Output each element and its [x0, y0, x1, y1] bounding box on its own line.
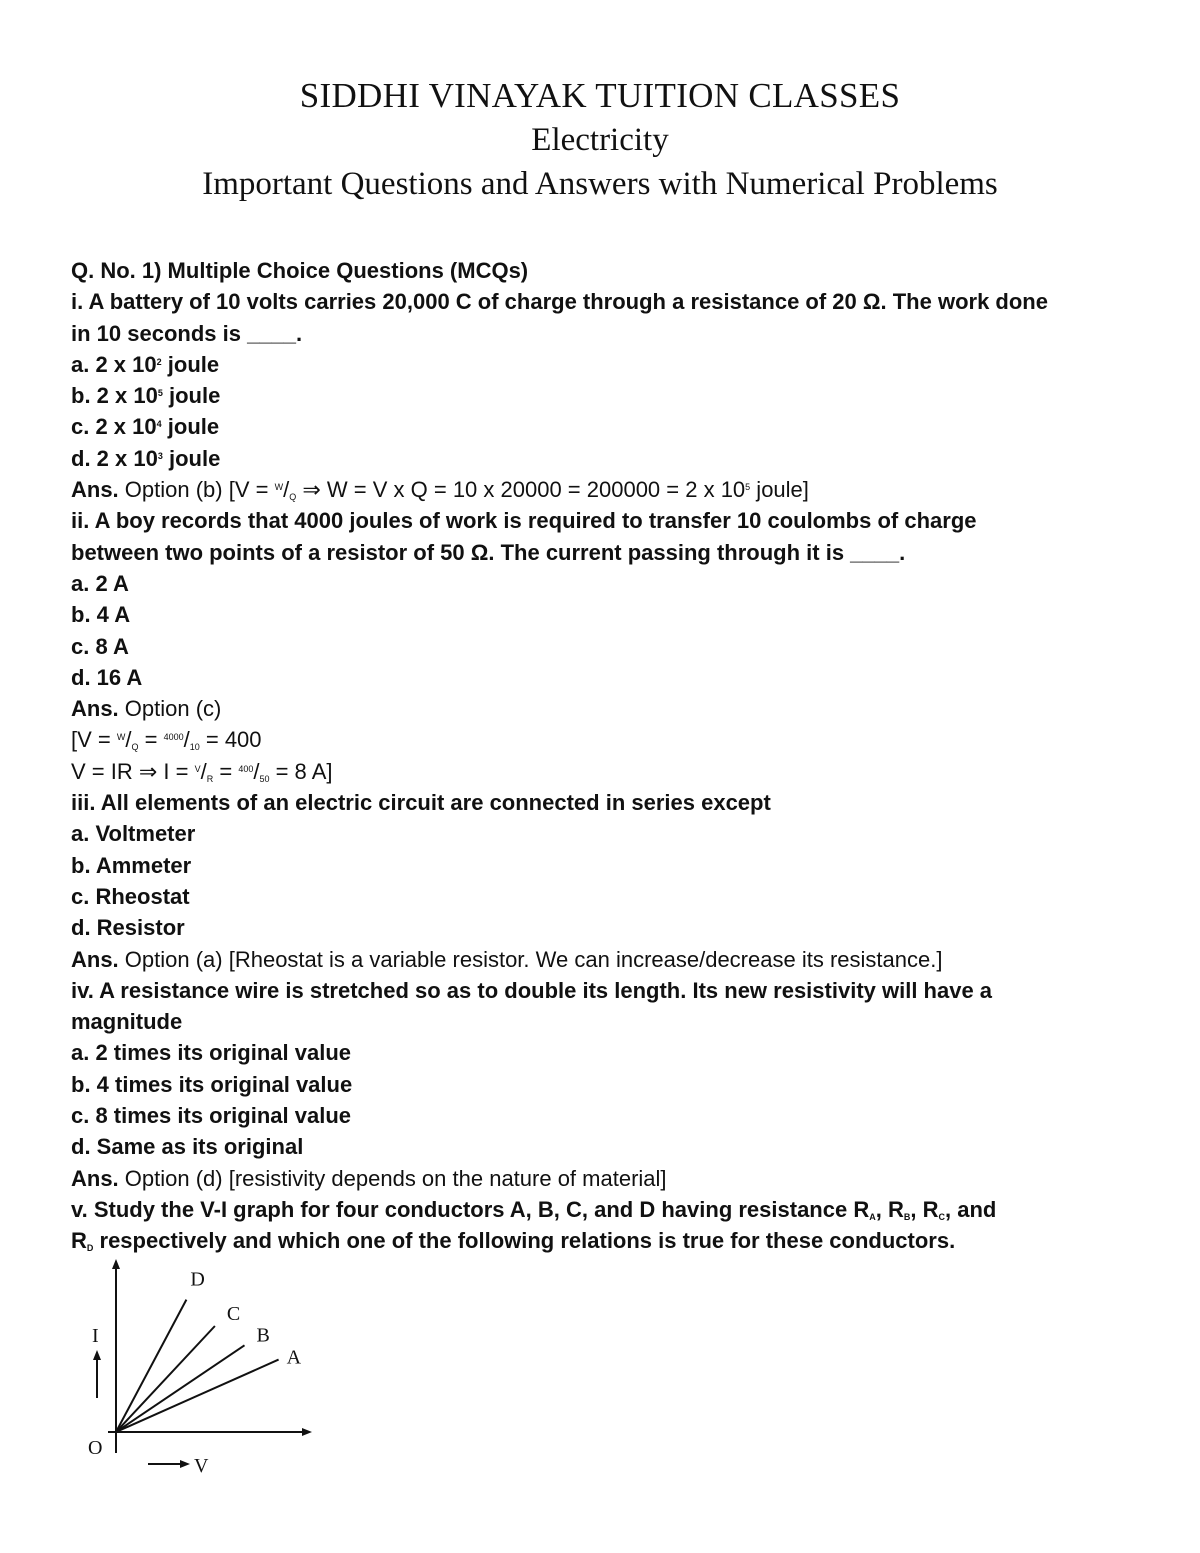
question-3-line-1: iii. All elements of an electric circuit are connected in series except: [71, 790, 771, 816]
question-3-option-b: b. Ammeter: [71, 852, 192, 878]
question-4-option-c: c. 8 times its original value: [71, 1103, 351, 1129]
question-2-working-2: V = IR ⇒ $I = ^V/_R = ^{400}/_{50} = 8$ A]: [71, 758, 333, 784]
graph-line-d: [116, 1300, 186, 1432]
question-2-option-b: b. 4 A: [71, 602, 131, 628]
question-4-option-a: a. 2 times its original value: [71, 1040, 351, 1066]
i-direction-arrow-head: [93, 1350, 101, 1360]
question-4-option-b: b. 4 times its original value: [71, 1071, 353, 1097]
institute-title: SIDDHI VINAYAK TUITION CLASSES: [299, 76, 901, 115]
v-direction-arrow-head: [180, 1460, 190, 1468]
question-1-option-d: d. 2 x $10^3$ joule: [71, 445, 221, 471]
document-subtitle: Important Questions and Answers with Numerical Problems: [202, 166, 998, 202]
question-3-option-c: c. Rheostat: [71, 883, 190, 909]
question-1-line-2: in 10 seconds is ____.: [71, 320, 303, 346]
question-2-line-2: between two points of a resistor of 50 Ω. The current passing through it is ____.: [71, 539, 906, 565]
document-header: [0, 74, 1200, 206]
question-4-line-2: magnitude: [71, 1009, 183, 1035]
question-2-answer: Ans. Option (c): [71, 696, 222, 722]
question-4-answer: Ans. Option (d) [resistivity depends on the nature of material]: [71, 1165, 667, 1191]
question-list: [71, 255, 1141, 1257]
origin-label: O: [88, 1437, 103, 1459]
section-title: Q. No. 1) Multiple Choice Questions (MCQs): [71, 258, 529, 283]
vi-graph: [80, 1258, 330, 1480]
x-axis-arrow: [302, 1428, 312, 1436]
question-2-option-c: c. 8 A: [71, 633, 129, 659]
x-axis-label: V: [194, 1455, 209, 1477]
y-axis-arrow: [112, 1259, 120, 1269]
graph-line-c: [116, 1326, 215, 1432]
question-2-line-1: ii. A boy records that 4000 joules of work is required to transfer 10 coulombs of charge: [71, 508, 977, 534]
subject-title: Electricity: [531, 122, 669, 158]
question-4-line-1: iv. A resistance wire is stretched so as to double its length. Its new resistivity will have a: [71, 977, 993, 1003]
question-1-option-c: c. 2 x $10^4$ joule: [71, 414, 220, 440]
question-2-option-d: d. 16 A: [71, 664, 143, 690]
question-3-answer: Ans. Option (a) [Rheostat is a variable resistor. We can increase/decrease its resistance.]: [71, 946, 943, 972]
question-1-answer: Ans. Option (b) [$V = ^W/_Q$ ⇒ W = V x Q = 10 x 20000 = 200000 = 2 x $10^5$ joule]: [71, 477, 809, 503]
question-3-option-a: a. Voltmeter: [71, 821, 196, 847]
graph-line-label-c: C: [226, 1303, 241, 1325]
y-axis-label: I: [92, 1325, 99, 1347]
graph-line-label-b: B: [256, 1324, 270, 1347]
question-3-option-d: d. Resistor: [71, 915, 185, 941]
question-1-line-1: i. A battery of 10 volts carries 20,000 C of charge through a resistance of 20 Ω. The work done: [71, 289, 1048, 315]
question-2-working-1: [$V = ^W/_Q = ^{4000}/_{10} = 400$: [71, 727, 262, 753]
question-1-option-a: a. 2 x $10^2$ joule: [71, 351, 220, 377]
question-4-option-d: d. Same as its original: [71, 1134, 304, 1160]
graph-line-label-d: D: [190, 1268, 205, 1291]
question-1-option-b: b. 2 x $10^5$ joule: [71, 383, 221, 409]
graph-line-a: [116, 1360, 279, 1432]
question-5-line-2: $R_D$ respectively and which one of the following relations is true for these conductors.: [71, 1228, 956, 1254]
graph-line-b: [116, 1345, 245, 1432]
question-5-line-1: v. Study the V-I graph for four conductors A, B, C, and D having resistance $R_A$, $R_B$, $R_C$, and: [71, 1196, 997, 1222]
question-2-option-a: a. 2 A: [71, 570, 129, 596]
graph-line-label-a: A: [286, 1346, 302, 1369]
